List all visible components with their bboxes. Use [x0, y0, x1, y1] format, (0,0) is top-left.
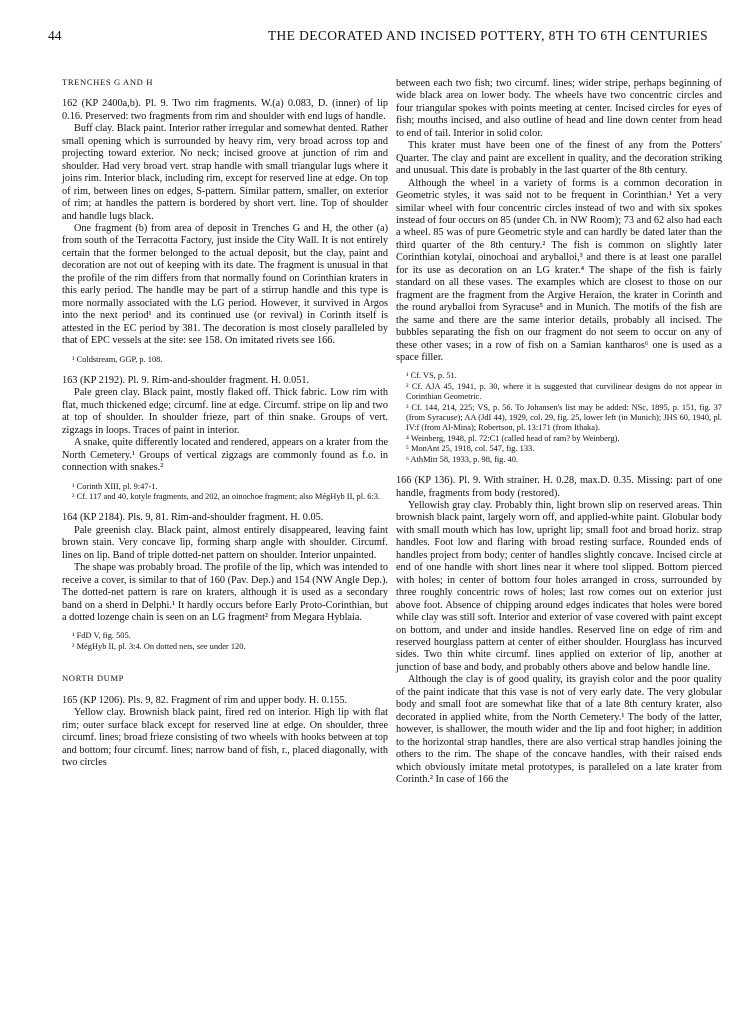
entry-162-heading: 162 (KP 2400a,b). Pl. 9. Two rim fragments. W.(a) 0.083, D. (inner) of lip 0.16. Preserved: two fragments from rim and shoulder with end lugs of handle.: [62, 98, 388, 122]
entry-164-description: Pale greenish clay. Black paint, almost entirely disappeared, leaving faint brown stain. Very concave lip, forming sharp angle with shoulder. Circumf. lines on lip. Band of triple dotted-net pattern on shoulder. Interior unpainted.: [62, 524, 388, 561]
footnote: ² Cf. AJA 45, 1941, p. 30, where it is suggested that curvilinear designs do not appear in Corinthian Geometric.: [406, 381, 722, 402]
entry-165-description: Yellow clay. Brownish black paint, fired red on interior. High lip with flat rim; outer surface black except for reserved line at edge. On shoulder, three circumf. lines; broad frieze consisting of two wheels with hooks between at top and bottom; four circumf. lines; narrow band of fish, r., placed diagonally, with two circles: [62, 707, 388, 768]
section-heading-north-dump: NORTH DUMP: [62, 673, 125, 684]
page-header: [48, 28, 708, 50]
section-heading-trenches: TRENCHES G AND H: [62, 77, 154, 87]
footnotes-162: [62, 355, 388, 365]
entry-163-description: Pale green clay. Black paint, mostly flaked off. Thick fabric. Low rim with flat, much thickened edge; circumf. line at edge. Circumf. stripe on lip and two at top of shoulder. In shoulder frieze, part of thin snake. Groups of vert. zigzags in loops. Traces of paint in interior.: [62, 387, 388, 436]
entry-162-discussion: One fragment (b) from area of deposit in Trenches G and H, the other (a) from south of the Terracotta Factory, just inside the City Wall. It is not entirely certain that the former belonged to the actual deposit, but the clay, paint and decoration are not out of keeping with its date. The fragment is unusual in that the profile of the rim differs from that normally found on Corinthian kraters in this early period. The handle may be part of a stirrup handle and this type is more normally associated with the LG period. However, it survived in Argos into the next period¹ and its continued use (or revival) in Corinth itself is attested in the EC period by 381. The decoration is most closely paralleled by that of EPC vessels at the site: see 158. On imitated rivets see 166.: [62, 222, 388, 347]
entry-165-description-continued: between each two fish; two circumf. lines; wider stripe, perhaps beginning of wide black area on lower body. The wheels have two concentric circles and four triangular spokes with points meeting at center. Incised circles for eyes of fish; mouths incised, and also outline of head and line down center from head to end of tail. Interior in solid color.: [396, 78, 722, 139]
entry-166-discussion: Although the clay is of good quality, its grayish color and the poor quality of the paint indicate that this vase is not of very early date. The very globular body and small foot are somewhat like that of a late 8th century krater, also decorated in applied white, from the North Cemetery.¹ The body of the latter, however, is shallower, the mouth wider and the lip and foot higher; in addition to the horizontal strap handles, there are also vertical strap handles joining the others to the rim. The shape of the concave handles, with their raised ends which obviously imitate metal prototypes, is paralleled on a late krater from Corinth.² In case of 166 the: [396, 674, 722, 785]
entry-164-heading: 164 (KP 2184). Pls. 9, 81. Rim-and-shoulder fragment. H. 0.05.: [62, 512, 324, 524]
footnotes-163: [62, 482, 388, 503]
footnote: ³ Cf. 144, 214, 225; VS, p. 56. To Johansen's list may be added: NSc, 1895, p. 151, fig. 37 (from Syracuse); AA (JdI 44), 1929, col. 29, fig. 25, lower left (in Munich); JHS 60, 1940, pl. IV:f (from Al-Mina); Robertson, pl. 13:171 (from Ithaka).: [406, 402, 722, 433]
entry-166-heading: 166 (KP 136). Pl. 9. With strainer. H. 0.28, max.D. 0.35. Missing: part of one handle, fragments from body (restored).: [396, 475, 722, 499]
entry-163-heading: 163 (KP 2192). Pl. 9. Rim-and-shoulder fragment. H. 0.051.: [62, 374, 310, 386]
footnote: ² Cf. 117 and 40, kotyle fragments, and 202, an oinochoe fragment; also MégHyb II, pl. 6:3.: [72, 491, 381, 501]
entry-162-description: Buff clay. Black paint. Interior rather irregular and somewhat dented. Rather small opening which is surrounded by heavy rim, very broad across top and projecting toward exterior. No neck; incised groove at junction of rim and shoulder. Had very broad vert. strap handle with small triangular lugs where it joins rim. Interior black, including rim, except for reserved line at edge. On top of rim, between lines on edges, S-pattern. Similar pattern, smaller, on exterior of rim; at handles the pattern is bordered by short vert. line. Top of shoulder and handle lugs black.: [62, 123, 388, 222]
entry-166-description: Yellowish gray clay. Probably thin, light brown slip on reserved areas. Thin brownish black paint, largely worn off, and applied-white paint. Globular body with small mouth which has low, upright lip; small foot and broad horiz. strap handles. Foot low and flaring with broad resting surface. Rounded ends of handles project from body; center of handles slightly concave. Incised circle at end of one handle with short lines near it where tool slipped. Bottom pierced with holes; in center of bottom four holes arranged in cross, surrounded by three roughly concentric rows of holes; last row comes out on exterior just above foot. Absence of chipping around edges indicates that holes were bored while clay was still soft. Interior and exterior of vase covered with paint except on bottom, and under and inside handles. Reserved line on edge of rim and reserved hourglass pattern at center of either shoulder. Hourglass has incurved sides. Two thin white circumf. lines applied on exterior of lip, another at junction of base and body, and probably others above and below handle line.: [396, 499, 722, 673]
entry-165-heading: 165 (KP 1206). Pls. 9, 82. Fragment of rim and upper body. H. 0.155.: [62, 694, 348, 706]
footnotes-164: [62, 631, 388, 652]
footnote: ⁴ Weinberg, 1948, pl. 72:C1 (called head of ram? by Weinberg).: [406, 433, 620, 443]
footnote: ⁵ MonAnt 25, 1918, col. 547, fig. 133.: [406, 444, 535, 454]
running-title: THE DECORATED AND INCISED POTTERY, 8TH TO 6TH CENTURIES: [267, 28, 708, 43]
footnote: ¹ FdD V, fig. 505.: [72, 631, 131, 641]
footnotes-165: [396, 371, 722, 465]
footnote: ¹ Coldstream, GGP, p. 108.: [72, 354, 163, 364]
left-column: [62, 76, 388, 769]
entry-163-discussion: A snake, quite differently located and rendered, appears on a krater from the North Cemetery.¹ Groups of vertical zigzags are commonly found as f.o. in connection with snakes.²: [62, 437, 388, 474]
entry-165-discussion: Although the wheel in a variety of forms is a common decoration in Geometric styles, it was said not to be frequent in Corinthian.¹ Yet a very similar wheel with four concentric circles instead of two and with six spokes instead of four occurs on 85 (under Ch. in NW Room); 73 and 62 also had each a wheel. 85 was of pure Geometric style and can hardly be dated later than the third quarter of the 8th century.² The fish is common on slightly later Corinthian kotylai, oinochoai and aryballoi,³ and there is at least one parallel for its use as decoration on an LG krater.⁴ The shape of the fish is fairly standard on all these vases. The examples which are closest to those on our fragment are the fragment from the Argive Heraion, the krater in Corinth and the round aryballoi from Syracuse⁵ and in Munich. The motifs of the fish are the same and there are the same interior details, probably all incised. The bubbles separating the fish on our fragment do not seem to occur on any of these other vases; in a row of fish on a Samian kantharos⁶ one is used as a space filler.: [396, 177, 722, 363]
footnote: ¹ Corinth XIII, pl. 9:47-1.: [72, 481, 158, 491]
footnote: ² MégHyb II, pl. 3:4. On dotted nets, see under 120.: [72, 641, 246, 651]
footnote: ⁶ AthMitt 58, 1933, p. 98, fig. 40.: [406, 454, 519, 464]
page-number: 44: [48, 28, 62, 43]
entry-164-discussion: The shape was probably broad. The profile of the lip, which was intended to receive a cover, is similar to that of 160 (Pav. Dep.) and 154 (NW Angle Dep.). The dotted-net pattern is rare on kraters, although it is used as a secondary band on a sherd in Delphi.¹ It hardly occurs before Early Proto-Corinthian, but a dotted lozenge chain is seen on an LG fragment² from Megara Hyblaia.: [62, 562, 388, 623]
footnote: ¹ Cf. VS, p. 51.: [406, 371, 457, 381]
right-column: [396, 78, 722, 786]
entry-165-date: This krater must have been one of the finest of any from the Potters' Quarter. The clay and paint are excellent in quality, and the decoration striking and unusual. This date is probably in the last quarter of the 8th century.: [396, 140, 722, 177]
